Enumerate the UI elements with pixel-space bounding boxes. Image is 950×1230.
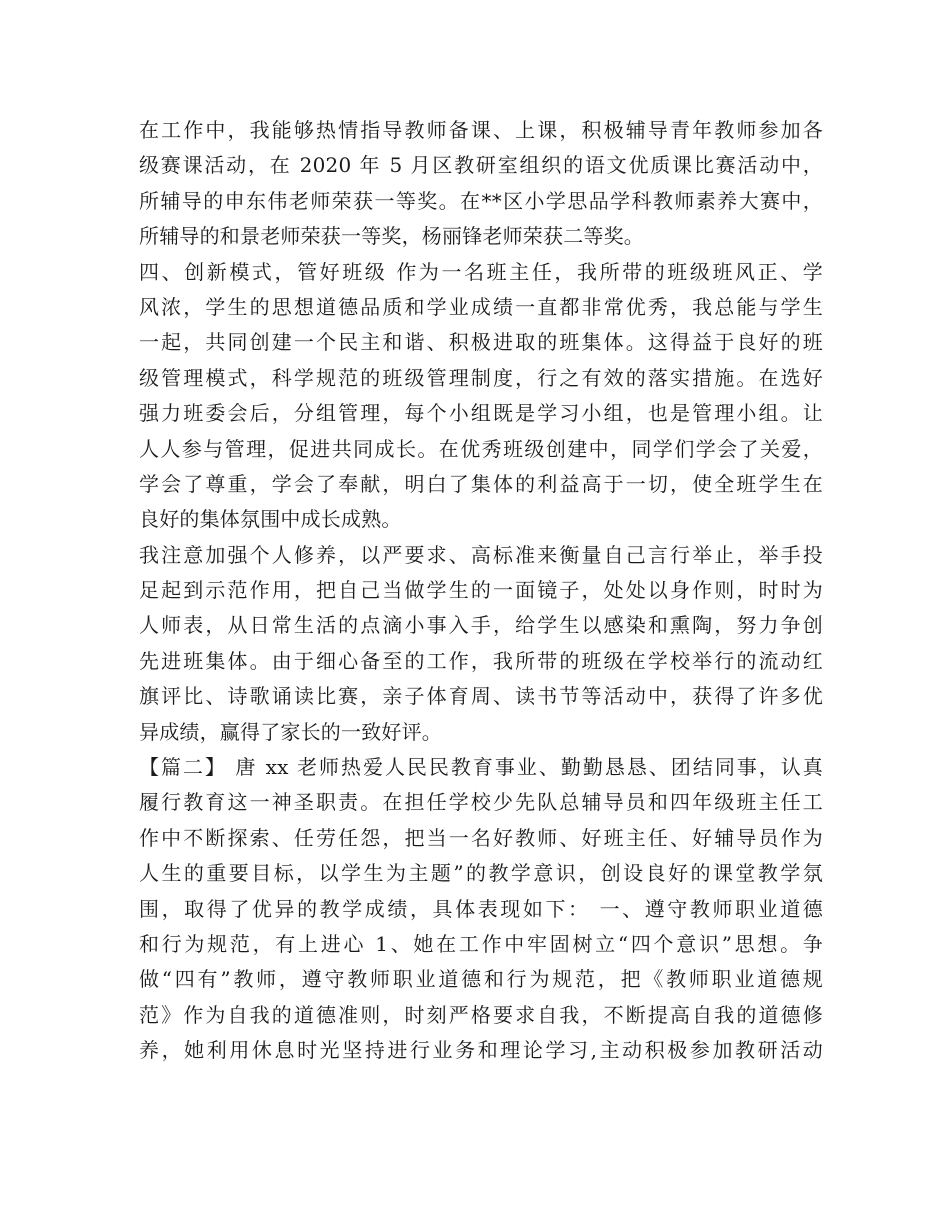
text-line: 足起到示范作用，把自己当做学生的一面镜子，处处以身作则，时时为 bbox=[139, 578, 823, 603]
text-line: 所辅导的申东伟老师荣获一等奖。在**区小学思品学科教师素养大赛中， bbox=[139, 188, 823, 213]
text-line: 范》作为自我的道德准则，时刻严格要求自我，不断提高自我的道德修 bbox=[139, 1002, 823, 1027]
text-line: 人生的重要目标，以学生为主题”的教学意识，创设良好的课堂教学氛 bbox=[139, 861, 823, 886]
text-line: 【篇二】 唐 xx 老师热爱人民民教育事业、勤勤恳恳、团结同事，认真 bbox=[139, 755, 823, 780]
text-line: 围，取得了优异的教学成绩，具体表现如下： 一、遵守教师职业道德 bbox=[139, 896, 823, 921]
text-line: 和行为规范，有上进心 1、她在工作中牢固树立“四个意识”思想。争 bbox=[139, 931, 823, 956]
text-line: 四、创新模式，管好班级 作为一名班主任，我所带的班级班风正、学 bbox=[139, 259, 823, 284]
text-line: 履行教育这一神圣职责。在担任学校少先队总辅导员和四年级班主任工 bbox=[139, 790, 823, 815]
text-line: 养，她利用休息时光坚持进行业务和理论学习,主动积极参加教研活动 bbox=[139, 1038, 823, 1063]
text-line: 人人参与管理，促进共同成长。在优秀班级创建中，同学们学会了关爱， bbox=[139, 436, 823, 461]
text-line: 做“四有”教师，遵守教师职业道德和行为规范，把《教师职业道德规 bbox=[139, 967, 823, 992]
text-line: 强力班委会后，分组管理，每个小组既是学习小组，也是管理小组。让 bbox=[139, 401, 823, 426]
text-line: 级赛课活动，在 2020 年 5 月区教研室组织的语文优质课比赛活动中， bbox=[139, 153, 823, 178]
text-line: 我注意加强个人修养，以严要求、高标准来衡量自己言行举止，举手投 bbox=[139, 542, 823, 567]
text-line: 所辅导的和景老师荣获一等奖，杨丽锋老师荣获二等奖。 bbox=[139, 224, 644, 249]
text-line: 级管理模式，科学规范的班级管理制度，行之有效的落实措施。在选好 bbox=[139, 365, 823, 390]
text-line: 学会了尊重，学会了奉献，明白了集体的利益高于一切，使全班学生在 bbox=[139, 471, 823, 496]
text-line: 先进班集体。由于细心备至的工作，我所带的班级在学校举行的流动红 bbox=[139, 648, 823, 673]
text-line: 良好的集体氛围中成长成熟。 bbox=[139, 507, 402, 532]
text-line: 在工作中，我能够热情指导教师备课、上课，积极辅导青年教师参加各 bbox=[139, 118, 823, 142]
text-line: 异成绩，赢得了家长的一致好评。 bbox=[139, 719, 442, 744]
text-line: 风浓，学生的思想道德品质和学业成绩一直都非常优秀，我总能与学生 bbox=[139, 294, 823, 319]
text-line: 一起，共同创建一个民主和谐、积极进取的班集体。这得益于良好的班 bbox=[139, 330, 823, 355]
document-body bbox=[139, 113, 823, 1069]
text-line: 作中不断探索、任劳任怨，把当一名好教师、好班主任、好辅导员作为 bbox=[139, 825, 823, 850]
text-line: 旗评比、诗歌诵读比赛，亲子体育周、读书节等活动中，获得了许多优 bbox=[139, 684, 823, 709]
text-line: 人师表，从日常生活的点滴小事入手，给学生以感染和熏陶，努力争创 bbox=[139, 613, 823, 638]
